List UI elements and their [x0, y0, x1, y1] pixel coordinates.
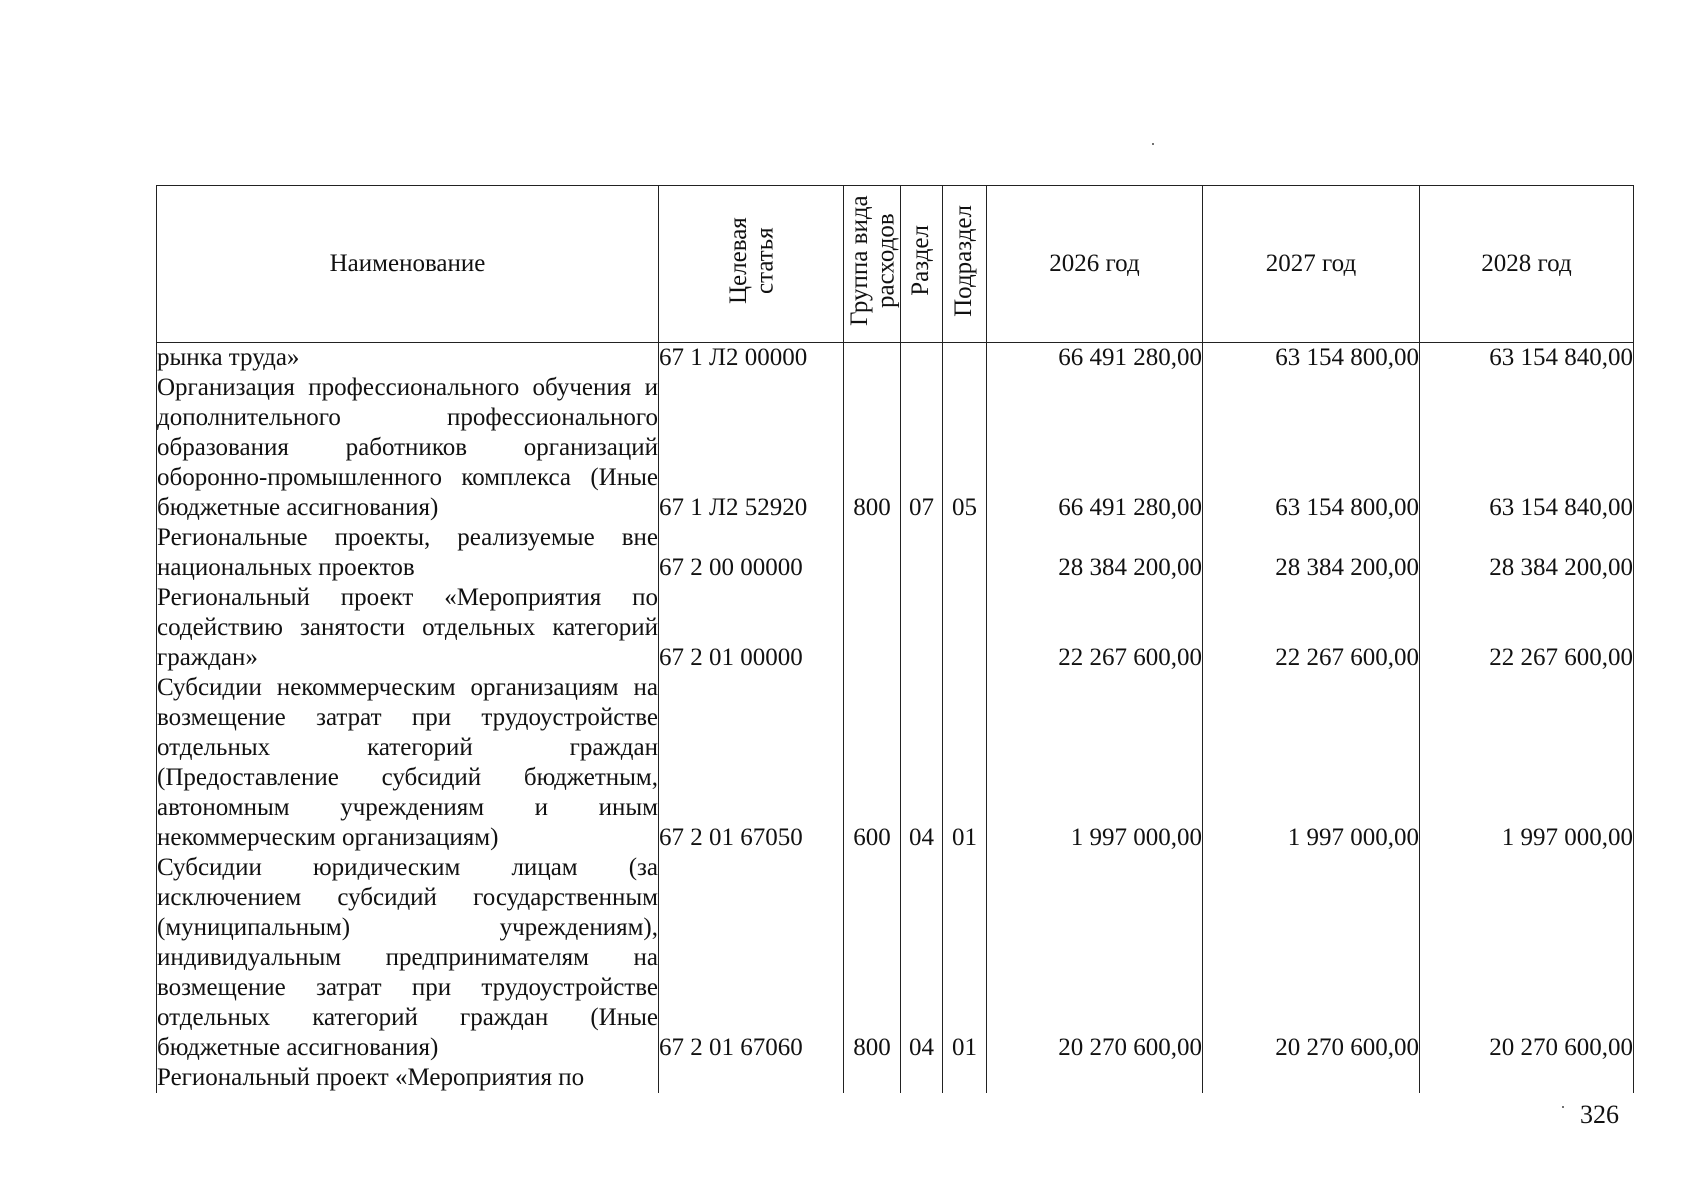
header-expense-group: Группа вида расходов [844, 186, 901, 343]
row-name: рынка труда» [157, 343, 659, 374]
header-2026: 2026 год [987, 186, 1203, 343]
row-2028: 63 154 840,00 [1420, 373, 1634, 523]
row-code: 67 1 Л2 00000 [659, 343, 844, 374]
row-subsection: 01 [943, 853, 987, 1063]
row-2026: 66 491 280,00 [987, 343, 1203, 374]
row-subsection: 01 [943, 673, 987, 853]
table-row [157, 373, 1634, 523]
header-target-article: Целевая статья [659, 186, 844, 343]
row-name: Региональные проекты, реализуемые вне национальных проектов [157, 524, 658, 581]
table-row [157, 673, 1634, 853]
row-subsection [943, 1063, 987, 1093]
row-2026: 28 384 200,00 [987, 523, 1203, 583]
row-code: 67 2 01 00000 [659, 583, 844, 673]
row-2027: 20 270 600,00 [1203, 853, 1420, 1063]
row-code: 67 2 01 67060 [659, 853, 844, 1063]
row-2026: 20 270 600,00 [987, 853, 1203, 1063]
row-2026: 66 491 280,00 [987, 373, 1203, 523]
row-name: Организация профессионального обучения и дополнительного профессионального образования работников организаций оборонно-промышленного комплекса (Иные бюджетные ассигнования) [157, 374, 658, 521]
row-name: Региональный проект «Мероприятия по содействию занятости отдельных категорий граждан» [157, 584, 658, 671]
row-section [901, 583, 943, 673]
row-section: 07 [901, 373, 943, 523]
table-row [157, 523, 1634, 583]
row-section [901, 523, 943, 583]
table-row [157, 1063, 1634, 1093]
row-subsection [943, 583, 987, 673]
row-2028: 1 997 000,00 [1420, 673, 1634, 853]
row-2027: 1 997 000,00 [1203, 673, 1420, 853]
header-name: Наименование [157, 186, 659, 343]
row-section: 04 [901, 853, 943, 1063]
table-row [157, 583, 1634, 673]
row-name: Субсидии юридическим лицам (за исключением субсидий государственным (муниципальным) учреждениям), индивидуальным предпринимателям на возмещение затрат при трудоустройстве отдельных категорий граждан (Иные бюджетные ассигнования) [157, 854, 658, 1061]
row-group [844, 583, 901, 673]
row-section [901, 343, 943, 374]
row-2027: 63 154 800,00 [1203, 373, 1420, 523]
row-section [901, 1063, 943, 1093]
page-number: 326 [1580, 1100, 1619, 1129]
row-2028: 63 154 840,00 [1420, 343, 1634, 374]
row-group: 800 [844, 853, 901, 1063]
row-group [844, 1063, 901, 1093]
row-group [844, 523, 901, 583]
row-subsection [943, 523, 987, 583]
table-row [157, 853, 1634, 1063]
row-name: Региональный проект «Мероприятия по [157, 1063, 659, 1093]
row-2026: 1 997 000,00 [987, 673, 1203, 853]
header-2028: 2028 год [1420, 186, 1634, 343]
row-code [659, 1063, 844, 1093]
row-2027: 28 384 200,00 [1203, 523, 1420, 583]
row-2027 [1203, 1063, 1420, 1093]
row-2028: 20 270 600,00 [1420, 853, 1634, 1063]
row-2028 [1420, 1063, 1634, 1093]
scan-speck [1152, 143, 1154, 145]
row-group [844, 343, 901, 374]
row-code: 67 1 Л2 52920 [659, 373, 844, 523]
row-name: Субсидии некоммерческим организациям на возмещение затрат при трудоустройстве отдельных категорий граждан (Предоставление субсидий бюджетным, автономным учреждениям и иным некоммерческим организациям) [157, 674, 658, 851]
row-2028: 28 384 200,00 [1420, 523, 1634, 583]
row-2027: 63 154 800,00 [1203, 343, 1420, 374]
table-row [157, 343, 1634, 374]
row-2026: 22 267 600,00 [987, 583, 1203, 673]
header-subsection: Подраздел [943, 186, 987, 343]
row-subsection: 05 [943, 373, 987, 523]
row-section: 04 [901, 673, 943, 853]
row-subsection [943, 343, 987, 374]
table-header-row [157, 186, 1634, 343]
header-2027: 2027 год [1203, 186, 1420, 343]
row-code: 67 2 01 67050 [659, 673, 844, 853]
row-2028: 22 267 600,00 [1420, 583, 1634, 673]
scan-speck [1562, 1106, 1564, 1108]
row-code: 67 2 00 00000 [659, 523, 844, 583]
row-group: 600 [844, 673, 901, 853]
row-2027: 22 267 600,00 [1203, 583, 1420, 673]
budget-table [156, 185, 1634, 1093]
header-section: Раздел [901, 186, 943, 343]
row-group: 800 [844, 373, 901, 523]
row-2026 [987, 1063, 1203, 1093]
